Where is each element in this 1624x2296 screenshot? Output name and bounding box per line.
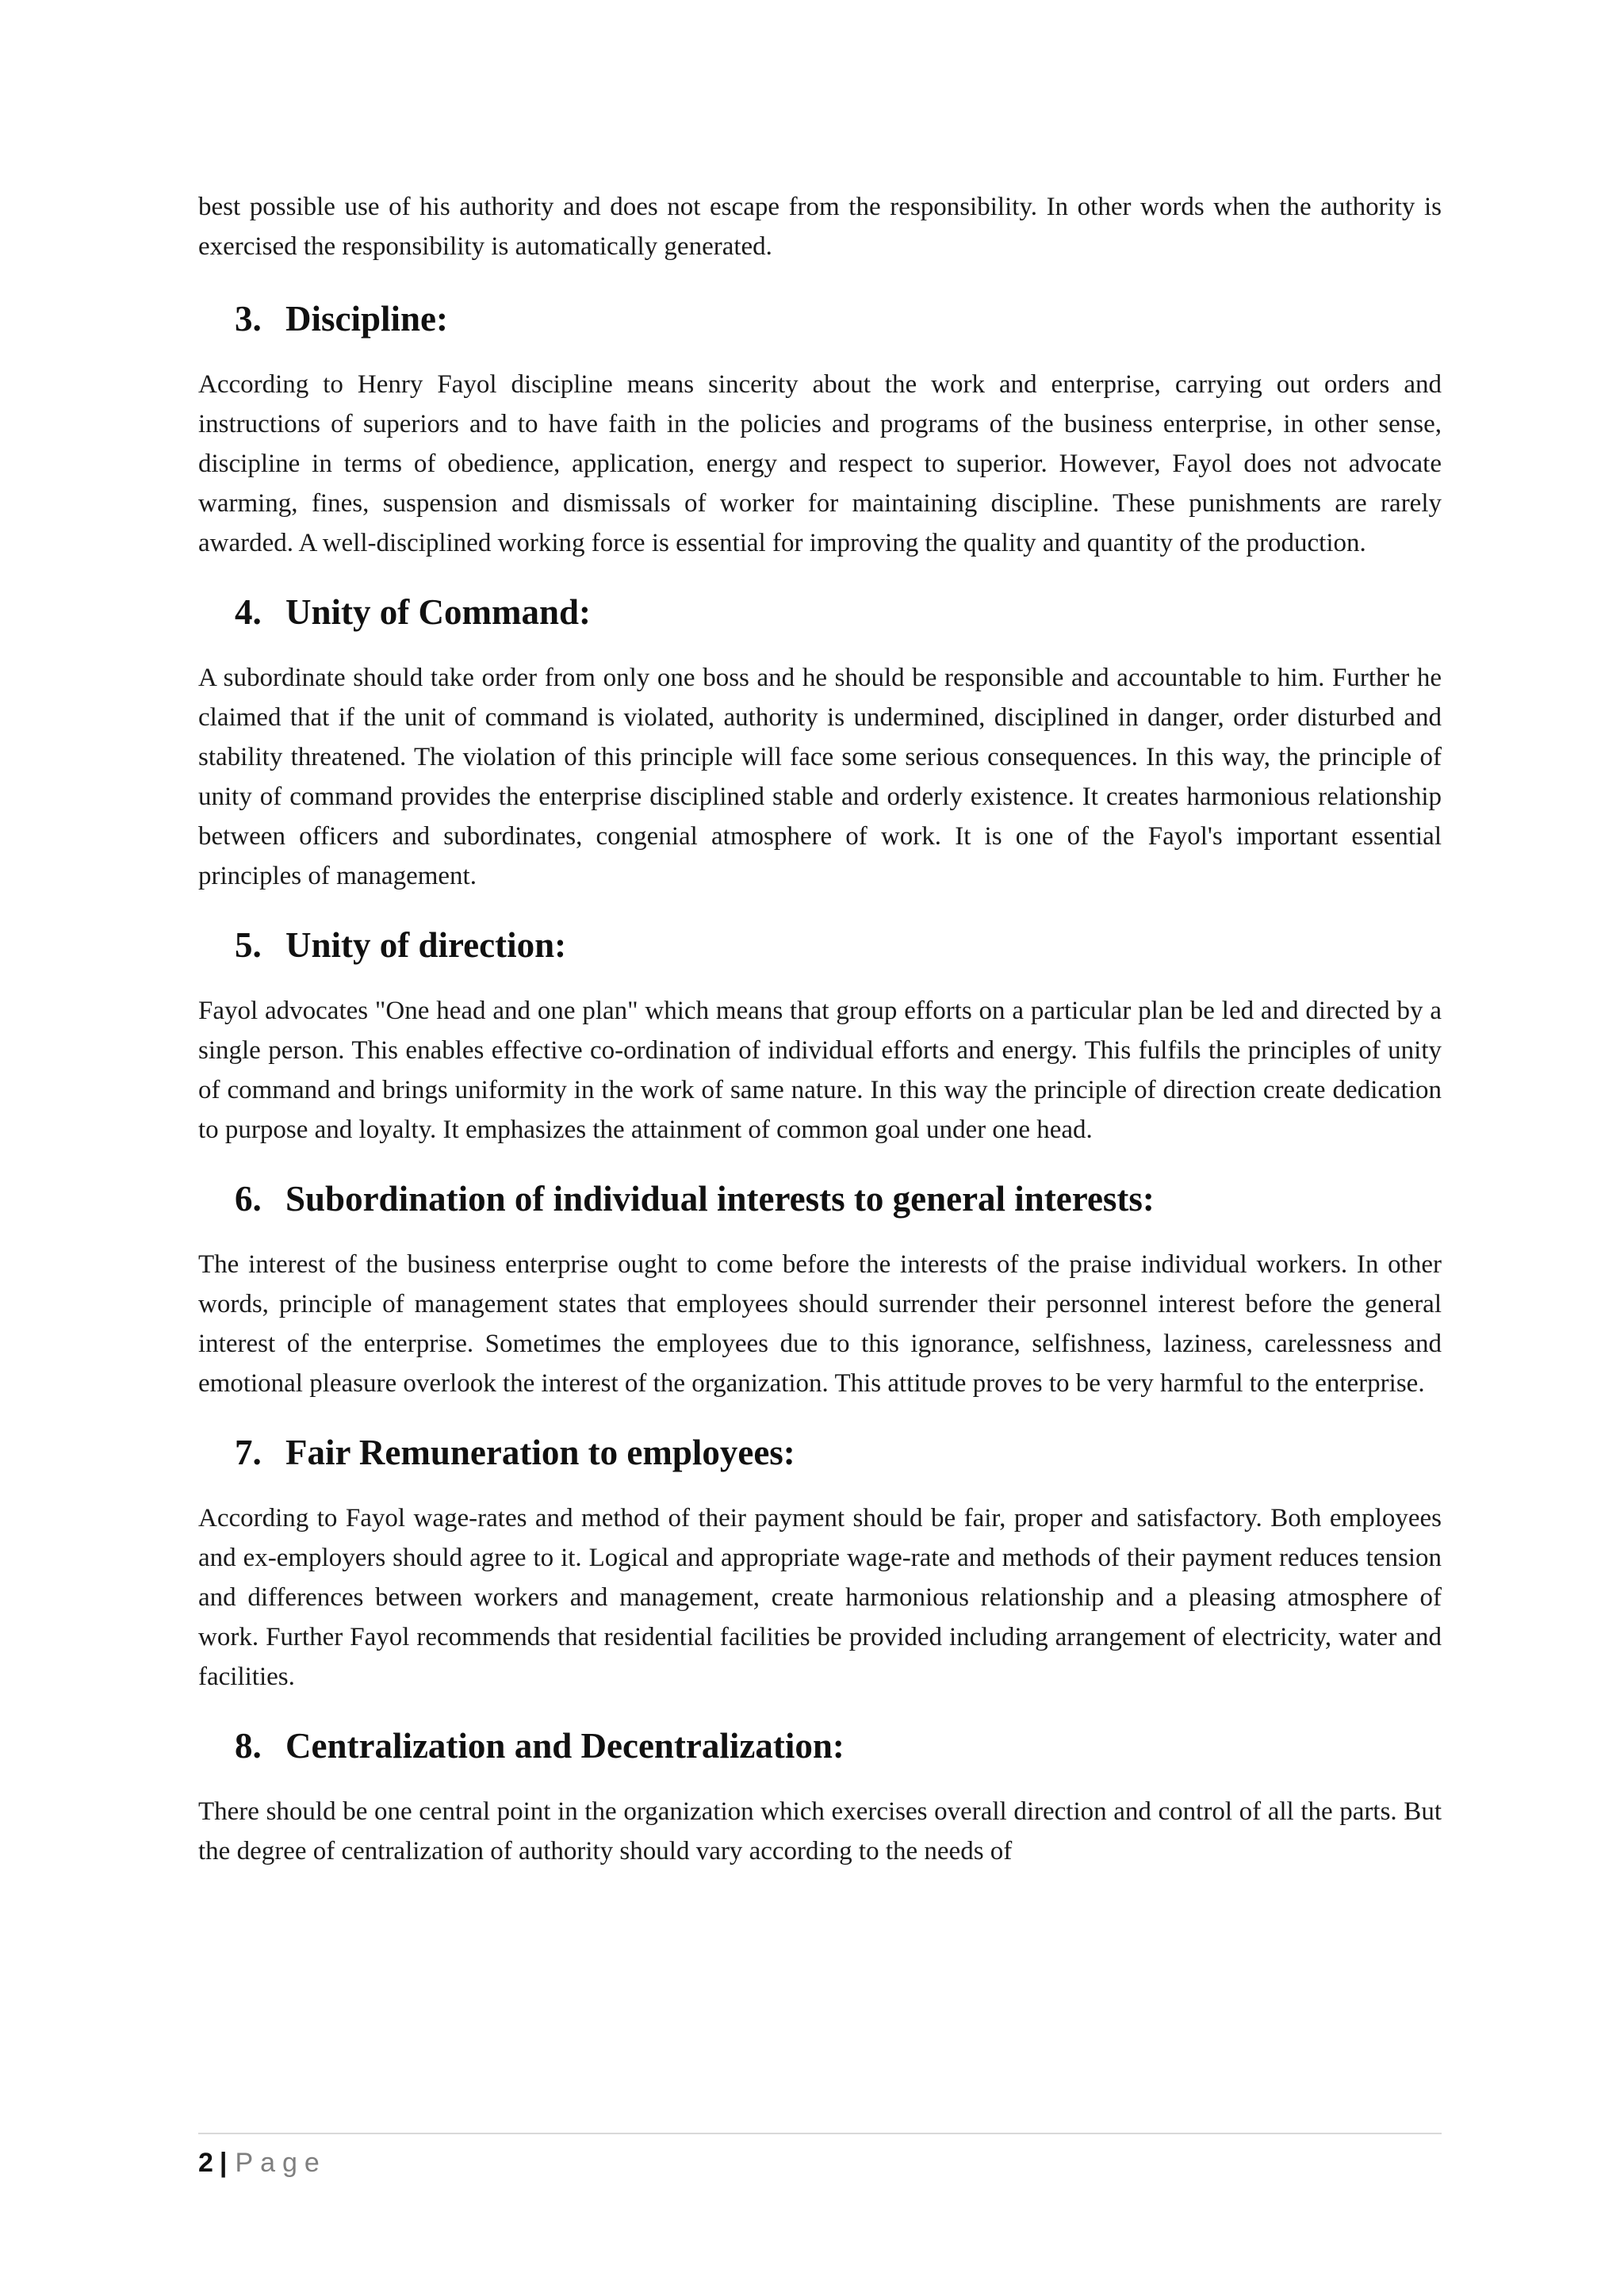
heading-number: 6. [235,1179,262,1219]
paragraph-fair-remuneration: According to Fayol wage-rates and method of their payment should be fair, proper and satisfactory. Both employees and ex-employers should agree to it. Logical and appropriate wage-rate and methods of their payment reduces tension and differences between workers and management, create harmonious relationship and a pleasing atmosphere of work. Further Fayol recommends that residential facilities be provided including arrangement of electricity, water and facilities. [198,1504,1442,1691]
paragraph-unity-of-command: A subordinate should take order from only one boss and he should be responsible and accountable to him. Further he claimed that if the unit of command is violated, authority is undermined, disciplined in danger, order disturbed and stability threatened. The violation of this principle will face some serious consequences. In this way, the principle of unity of command provides the enterprise disciplined stable and orderly existence. It creates harmonious relationship between officers and subordinates, congenial atmosphere of work. It is one of the Fayol's important essential principles of management. [198,664,1442,890]
heading-discipline [198,295,1442,342]
paragraph-discipline: According to Henry Fayol discipline means sincerity about the work and enterprise, carrying out orders and instructions of superiors and to have faith in the policies and programs of the business enterprise, in other sense, discipline in terms of obedience, application, energy and respect to superior. However, Fayol does not advocate warming, fines, suspension and dismissals of worker for maintaining discipline. These punishments are rarely awarded. A well-disciplined working force is essential for improving the quality and quantity of the production. [198,370,1442,557]
heading-title: Fair Remuneration to employees: [285,1433,795,1472]
footer-separator: | [219,2148,228,2178]
heading-number: 3. [235,299,262,339]
heading-number: 8. [235,1726,262,1766]
heading-unity-of-command [198,588,1442,636]
heading-number: 5. [235,925,262,965]
paragraph-subordination: The interest of the business enterprise ought to come before the interests of the praise individual workers. In other words, principle of management states that employees should surrender their personnel interest before the general interest of the enterprise. Sometimes the employees due to this ignorance, selfishness, laziness, carelessness and emotional pleasure overlook the interest of the organization. This attitude proves to be very harmful to the enterprise. [198,1250,1442,1398]
heading-centralization [198,1722,1442,1770]
page-number: 2 [198,2148,213,2178]
heading-subordination [198,1175,1442,1223]
heading-title: Discipline: [285,299,449,339]
intro-paragraph: best possible use of his authority and does not escape from the responsibility. In other words when the authority is exercised the responsibility is automatically generated. [198,193,1442,261]
heading-title: Centralization and Decentralization: [285,1726,845,1766]
paragraph-unity-of-direction: Fayol advocates "One head and one plan" which means that group efforts on a particular plan be led and directed by a single person. This enables effective co-ordination of individual efforts and energy. This fulfils the principles of unity of command and brings uniformity in the work of same nature. In this way the principle of direction create dedication to purpose and loyalty. It emphasizes the attainment of common goal under one head. [198,997,1442,1144]
heading-number: 4. [235,592,262,632]
heading-fair-remuneration [198,1429,1442,1476]
heading-unity-of-direction [198,921,1442,969]
heading-title: Unity of Command: [285,592,592,632]
heading-title: Unity of direction: [285,925,567,965]
document-page [198,187,1442,1871]
paragraph-centralization: There should be one central point in the organization which exercises overall direction and control of all the parts. But the degree of centralization of authority should vary according to the needs of [198,1797,1442,1866]
heading-number: 7. [235,1433,262,1472]
page-footer [198,2133,1442,2180]
heading-title: Subordination of individual interests to general interests: [285,1179,1155,1219]
page-label: Page [235,2148,327,2178]
